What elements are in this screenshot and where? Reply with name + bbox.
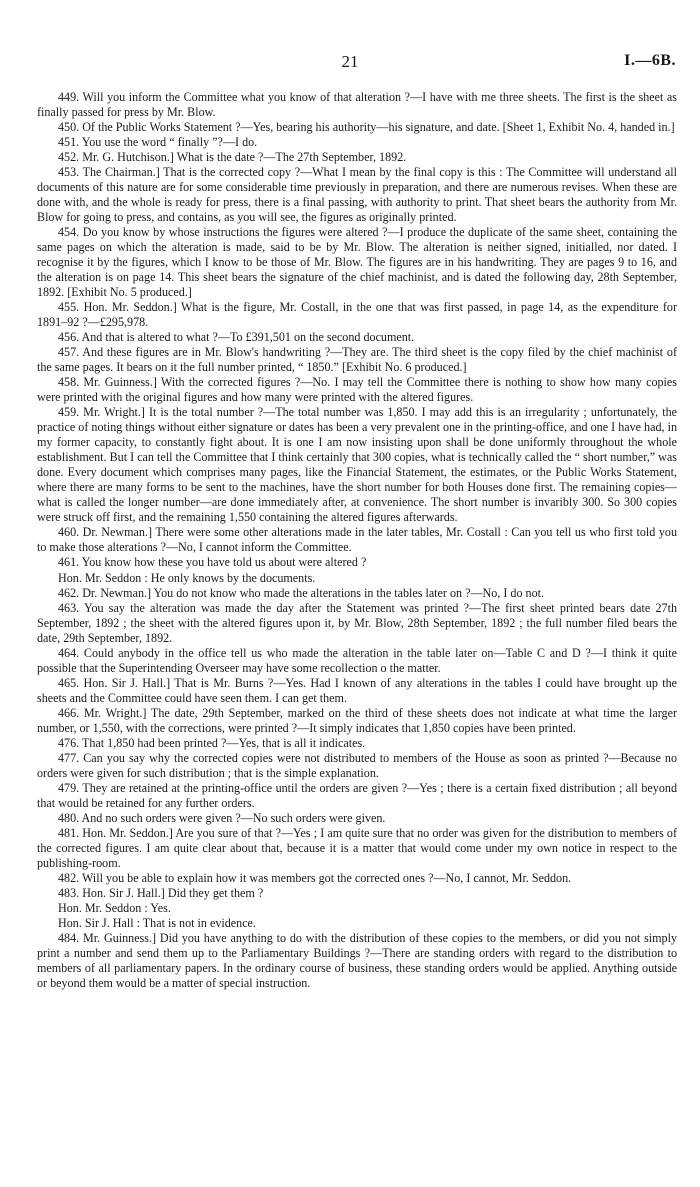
paragraph: 458. Mr. Guinness.] With the corrected figures ?—No. I may tell the Committee there is nothing to show how many copies were printed with the original figures and how many were printed with the altered figures. [37, 375, 677, 405]
page-number: 21 [341, 52, 359, 71]
paragraph: 460. Dr. Newman.] There were some other alterations made in the later tables, Mr. Costall : Can you tell us who first told you to make those alterations ?—No, I cannot inform the Committee. [37, 525, 677, 555]
paragraph: 482. Will you be able to explain how it was members got the corrected ones ?—No, I cannot, Mr. Seddon. [58, 870, 572, 885]
evidence-text [37, 90, 677, 991]
paragraph: 461. You know how these you have told us about were altered ? [58, 555, 367, 570]
paragraph: 451. You use the word “ finally ”?—I do. [58, 135, 258, 150]
paragraph: 454. Do you know by whose instructions the figures were altered ?—I produce the duplicate of the same sheet, containing the same pages on which the alteration is made, said to be by Mr. Blow. The alteration is neither signed, initialled, nor dated. I recognise it by the figures, which I know to be those of Mr. Blow. The figures are in his handwriting. They are pages 9 to 16, and the alteration is on page 14. This sheet bears the signature of the chief machinist, and is dated the following day, 28th September, 1892. [Exhibit No. 5 produced.] [37, 225, 677, 300]
paragraph: Hon. Mr. Seddon : Yes. [58, 900, 171, 915]
page-header [0, 52, 700, 76]
document-reference: I.—6B. [624, 52, 676, 69]
paragraph: 483. Hon. Sir J. Hall.] Did they get them ? [58, 885, 264, 900]
paragraph: 450. Of the Public Works Statement ?—Yes, bearing his authority—his signature, and date. [Sheet 1, Exhibit No. 4, handed in.] [58, 120, 675, 135]
paragraph: 476. That 1,850 had been printed ?—Yes, that is all it indicates. [58, 735, 366, 750]
paragraph: 462. Dr. Newman.] You do not know who made the alterations in the tables later on ?—No, I do not. [58, 585, 545, 600]
paragraph: 480. And no such orders were given ?—No such orders were given. [58, 810, 386, 825]
paragraph: 484. Mr. Guinness.] Did you have anything to do with the distribution of these copies to the members, or did you not simply print a number and send them up to the Parliamentary Buildings ?—There are standing orders with regard to the distribution to members of all parliamentary papers. In the ordinary course of business, these standing orders would be applied. Anything outside or beyond them would be a matter of special instruction. [37, 930, 677, 990]
paragraph: 477. Can you say why the corrected copies were not distributed to members of the House as soon as printed ?—Because no orders were given for such distribution ; that is the simple explanation. [37, 750, 677, 780]
paragraph: 481. Hon. Mr. Seddon.] Are you sure of that ?—Yes ; I am quite sure that no order was given for the distribution to members of the corrected figures. I am quite clear about that, because it is a matter that would come under my own notice in respect to the publishing-room. [37, 825, 677, 870]
paragraph: 465. Hon. Sir J. Hall.] That is Mr. Burns ?—Yes. Had I known of any alterations in the tables I could have brought up the sheets and the Committee could have seen them. I can get them. [37, 675, 677, 705]
paragraph: 455. Hon. Mr. Seddon.] What is the figure, Mr. Costall, in the one that was first passed, in page 14, as the expenditure for 1891–92 ?—£295,978. [37, 300, 677, 330]
paragraph: 466. Mr. Wright.] The date, 29th September, marked on the third of these sheets does not indicate at what time the larger number, or 1,550, with the corrections, were printed ?—It simply indicates that 1,850 copies have been printed. [37, 705, 677, 735]
paragraph: 459. Mr. Wright.] It is the total number ?—The total number was 1,850. I may add this is an irregularity ; unfortunately, the practice of noting things without either signature or dates has been a very prevalent one in the printing-office, and one I have had, in my former capacity, to constantly fight about. It is one I am now insisting upon shall be done uniformly throughout the whole establishment. But I can tell the Committee that I think certainly that 300 copies, what is technically called the “ short number,” was done. Every document which comprises many pages, like the Financial Statement, the estimates, or the Public Works Statement, where there are many forms to be sent to the machines, have the short number for both Houses done first. The remaining copies—what is called the longer number—are done immediately after, at convenience. The short number is invaribly 300. So 300 copies were struck off first, and the remaining 1,550 containing the altered figures afterwards. [37, 405, 677, 525]
paragraph: 456. And that is altered to what ?—To £391,501 on the second document. [58, 330, 415, 345]
paragraph: 452. Mr. G. Hutchison.] What is the date ?—The 27th September, 1892. [58, 150, 407, 165]
paragraph: 464. Could anybody in the office tell us who made the alteration in the table later on—Table C and D ?—I think it quite possible that the Superintending Overseer may have some recollection o the matter. [37, 645, 677, 675]
paragraph: 463. You say the alteration was made the day after the Statement was printed ?—The first sheet printed bears date 27th September, 1892 ; the sheet with the altered figures upon it, by Mr. Blow, 28th September, 1892 ; the full number filed bears the date, 29th September, 1892. [37, 600, 677, 645]
paragraph: Hon. Mr. Seddon : He only knows by the documents. [58, 570, 316, 585]
paragraph: 449. Will you inform the Committee what you know of that alteration ?—I have with me three sheets. The first is the sheet as finally passed for press by Mr. Blow. [37, 90, 677, 120]
paragraph: Hon. Sir J. Hall : That is not in evidence. [58, 915, 256, 930]
paragraph: 479. They are retained at the printing-office until the orders are given ?—Yes ; there is a certain fixed distribution ; all beyond that would be retained for any further orders. [37, 780, 677, 810]
paragraph: 453. The Chairman.] That is the corrected copy ?—What I mean by the final copy is this : The Committee will understand all documents of this nature are for some considerable time previously in preparation, and there are numerous revises. When these are done with, and the whole is ready for press, there is a final passing, with authority to print. That sheet bears the authority from Mr. Blow for going to press, and contains, as you will see, the figures as originally printed. [37, 165, 677, 225]
paragraph: 457. And these figures are in Mr. Blow's handwriting ?—They are. The third sheet is the copy filed by the chief machinist of the same pages. It bears on it the full number printed, “ 1850.” [Exhibit No. 6 produced.] [37, 345, 677, 375]
